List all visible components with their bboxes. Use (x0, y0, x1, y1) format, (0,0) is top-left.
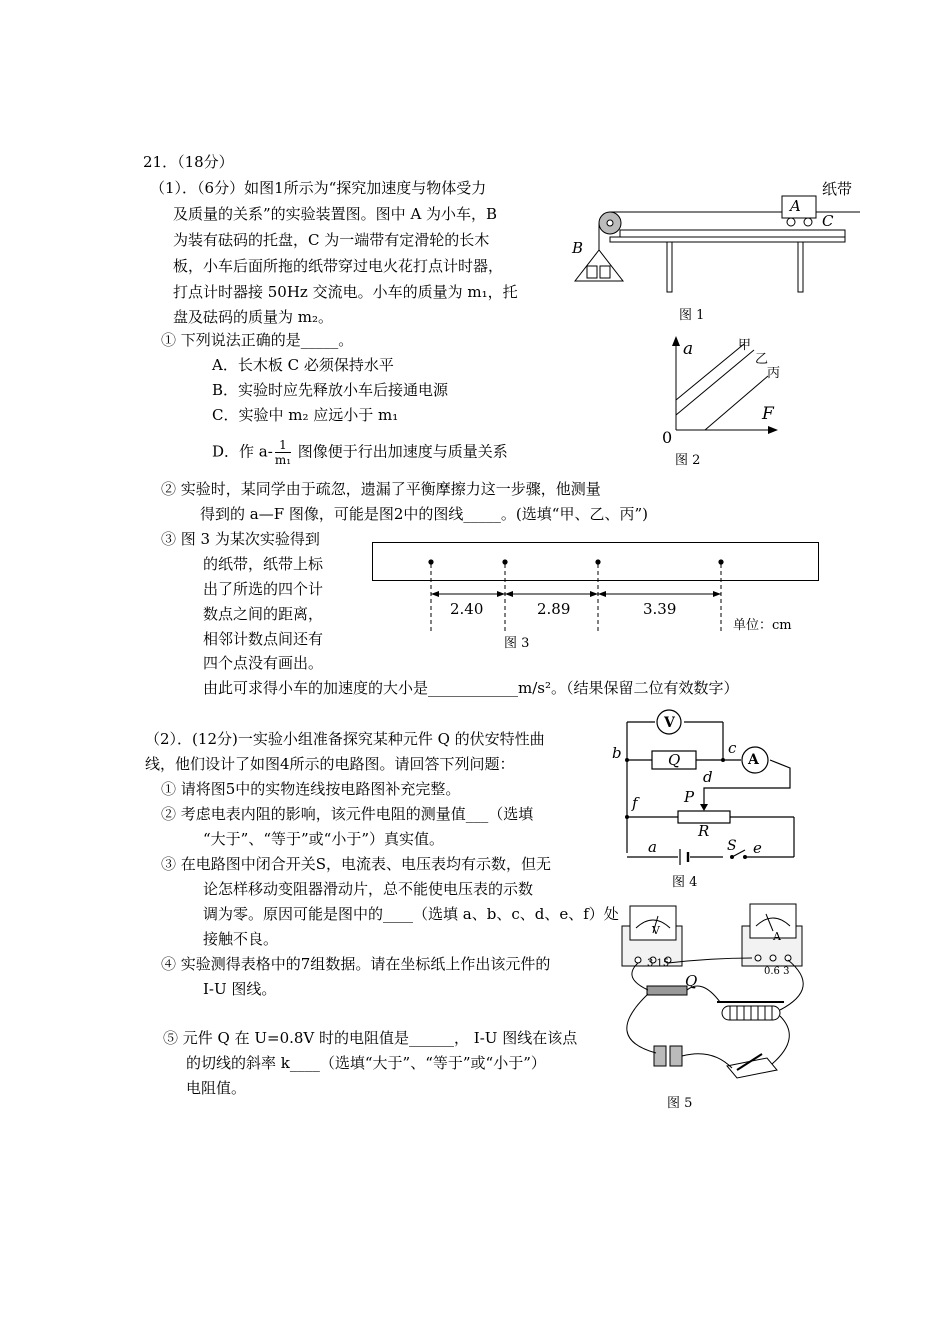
part1-q1: ① 下列说法正确的是_____。 (161, 331, 354, 349)
part1-intro-line: 为装有砝码的托盘，C 为一端带有定滑轮的长木 (173, 231, 490, 249)
count-point (502, 559, 507, 564)
fig4-label-A: A (748, 752, 759, 768)
count-point (428, 559, 433, 564)
fig4-label-P: P (684, 788, 695, 806)
fig4-label-e: e (753, 839, 762, 857)
table-leg (667, 242, 672, 292)
option-b: B．实验时应先释放小车后接通电源 (212, 381, 449, 399)
fig2-line-label: 甲 (738, 338, 752, 353)
node (743, 855, 747, 859)
part2-q3-line: 调为零。原因可能是图中的____（选填 a、b、c、d、e、f）处 (203, 905, 619, 923)
arrow-icon (505, 591, 513, 597)
fig1-caption: 图 1 (679, 308, 705, 323)
fig4-label-Q: Q (668, 751, 681, 769)
fig1-label-A: A (790, 197, 801, 215)
part2-q1: ① 请将图5中的实物连线按电路图补充完整。 (161, 780, 461, 798)
weight-icon (600, 266, 610, 278)
x-axis-arrow-icon (768, 426, 778, 434)
part1-q3-answer: 由此可求得小车的加速度的大小是____________m/s²。（结果保留二位有效数字） (203, 679, 739, 697)
fig4-label-d: d (703, 768, 713, 786)
switch-device (727, 1054, 777, 1078)
part2-line: （2）．(12分)一实验小组准备探究某种元件 Q 的伏安特性曲 (145, 730, 545, 748)
node (625, 758, 629, 762)
table-top (610, 237, 845, 242)
part2-line: 线，他们设计了如图4所示的电路图。请回答下列问题： (145, 755, 515, 773)
part1-intro-line: 盘及砝码的质量为 m₂。 (173, 308, 334, 326)
fig3-unit: 单位：cm (733, 618, 792, 633)
option-d-head: D．作 a- (212, 442, 273, 461)
part2-q4-line: I-U 图线。 (203, 980, 277, 998)
fig4-label-R: R (698, 822, 710, 840)
fig4-caption: 图 4 (672, 875, 698, 890)
y-axis-arrow-icon (672, 336, 680, 346)
part1-intro-line: 及质量的关系”的实验装置图。图中 A 为小车，B (173, 205, 498, 223)
line-bing (705, 376, 768, 430)
battery-icon (670, 1046, 682, 1066)
fig2-line-label: 乙 (755, 352, 769, 367)
fig2-axis-y: a (683, 339, 694, 359)
fig2-origin: 0 (662, 428, 673, 447)
fig5-a-terminals: 0.6 3 (764, 966, 790, 977)
long-board (620, 230, 845, 237)
part2-q2-line: ② 考虑电表内阻的影响，该元件电阻的测量值___（选填 (161, 805, 534, 823)
part2-q4-line: ④ 实验测得表格中的7组数据。请在坐标纸上作出该元件的 (161, 955, 551, 973)
figure-5 (612, 898, 822, 1088)
arrow-icon (598, 591, 606, 597)
fig5-ammeter: A (773, 930, 781, 943)
part1-heading: （1）．（6分）如图1所示为“探究加速度与物体受力 (150, 179, 487, 197)
count-point (718, 559, 723, 564)
arrow-icon (590, 591, 598, 597)
node (721, 758, 725, 762)
fig4-label-a: a (648, 838, 657, 856)
fig2-caption: 图 2 (675, 453, 701, 468)
pulley-axle-icon (607, 220, 613, 226)
option-a: A．长木板 C 必须保持水平 (212, 356, 394, 374)
part2-q2-line: “大于”、“等于”或“小于”）真实值。 (203, 830, 445, 848)
arrow-icon (497, 591, 505, 597)
fig1-label-C: C (822, 212, 834, 230)
part1-q2-line: ② 实验时，某同学由于疏忽，遗漏了平衡摩擦力这一步骤，他测量 (161, 480, 601, 498)
slider-P-icon (700, 804, 708, 811)
option-d (212, 438, 508, 467)
fig1-label-tape: 纸带 (822, 180, 853, 198)
part1-intro-line: 打点计时器接 50Hz 交流电。小车的质量为 m₁，托 (173, 283, 518, 301)
rheostat-device (717, 1002, 784, 1020)
part1-intro-line: 板，小车后面所拖的纸带穿过电火花打点计时器， (173, 257, 504, 275)
question-number: 21．（18分） (143, 153, 234, 171)
fig4-label-S: S (727, 838, 737, 854)
fig3-distance: 2.89 (537, 600, 571, 618)
part1-q3-line: 出了所选的四个计 (203, 580, 324, 598)
option-c: C．实验中 m₂ 应远小于 m₁ (212, 406, 399, 424)
count-point (595, 559, 600, 564)
fig4-label-V: V (664, 715, 675, 731)
part2-q3-line: 接触不良。 (203, 930, 279, 948)
fig5-caption: 图 5 (667, 1096, 693, 1111)
fraction-denominator: m₁ (274, 453, 292, 467)
part2-q5-line: ⑤ 元件 Q 在 U=0.8V 时的电阻值是______， I-U 图线在该点 (163, 1029, 578, 1047)
part2-q3-line: ③ 在电路图中闭合开关S，电流表、电压表均有示数，但无 (161, 855, 552, 873)
element-Q-device (647, 986, 687, 995)
fig4-label-f: f (632, 794, 638, 812)
part2-q5-line: 电阻值。 (186, 1079, 247, 1097)
fig1-label-B: B (572, 239, 584, 257)
fig3-distance: 3.39 (643, 600, 677, 618)
weight-icon (587, 266, 597, 278)
fig3-distance: 2.40 (450, 600, 484, 618)
fraction-numerator: 1 (275, 438, 291, 453)
part1-q3-line: 数点之间的距离， (203, 605, 324, 623)
node (625, 815, 629, 819)
ammeter-device (742, 904, 802, 966)
part1-q2-line: 得到的 a—F 图像，可能是图2中的图线_____。(选填“甲、乙、丙”) (200, 505, 648, 523)
arrow-icon (713, 591, 721, 597)
table-leg (798, 242, 803, 292)
fig5-element: Q (685, 972, 698, 990)
option-d-tail: 图像便于行出加速度与质量关系 (293, 442, 508, 461)
fig3-caption: 图 3 (504, 636, 530, 651)
fig5-voltmeter: V (652, 924, 660, 937)
fig4-label-c: c (728, 739, 737, 757)
part1-q3-line: 的纸带，纸带上标 (203, 555, 324, 573)
battery-icon (654, 1046, 666, 1066)
wheel-icon (804, 218, 812, 226)
part1-q3-line: 相邻计数点间还有 (203, 630, 324, 648)
fraction (275, 438, 291, 467)
fig2-line-label: 丙 (767, 366, 781, 381)
wheel-icon (787, 218, 795, 226)
part2-q5-line: 的切线的斜率 k____（选填“大于”、“等于”或“小于”） (186, 1054, 546, 1072)
fig5-v-terminals: 3 15 (647, 958, 670, 969)
arrow-icon (431, 591, 439, 597)
part1-q3-line: 四个点没有画出。 (203, 654, 324, 672)
fig2-axis-x: F (762, 404, 774, 424)
fig4-label-b: b (612, 744, 622, 762)
part2-q3-line: 论怎样移动变阻器滑动片，总不能使电压表的示数 (203, 880, 534, 898)
part1-q3-line: ③ 图 3 为某次实验得到 (161, 530, 320, 548)
